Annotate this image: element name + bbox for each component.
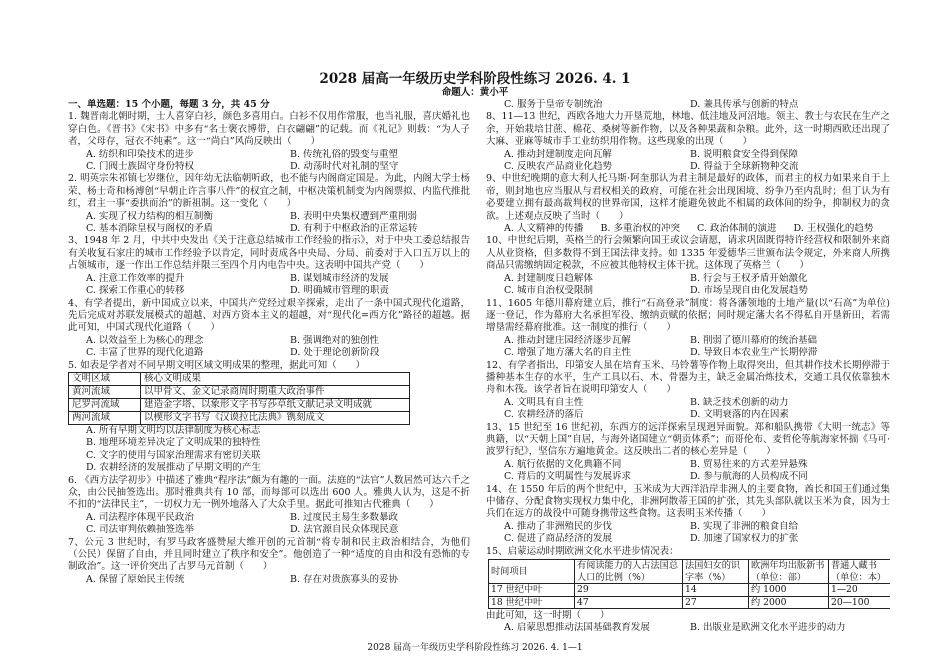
option-c: C. 服务于皇帝专制统治 [504, 99, 603, 110]
option-d: D. 有利于中枢政治的正常运转 [290, 223, 418, 235]
question-7 [68, 537, 470, 587]
culture-progress-table [488, 559, 890, 609]
option-a: A. 封建制度日趋解体 [504, 272, 593, 284]
question-14 [486, 484, 890, 546]
option-b: B. 过度民主易生多数暴政 [290, 511, 399, 523]
option-d: D. 文明衰落的内在因素 [690, 409, 789, 421]
option-c: C. 增强了地方藩大名的自主性 [504, 347, 631, 359]
options [68, 211, 470, 236]
question-stem: 1. 魏晋南北朝时期，士人喜穿白衫，颜色多喜用白。白衫不仅用作常服，也当礼服，喜庆婚礼也穿白色。《晋书》《宋书》中多有“名士褒衣博带，白衣翩翩”的记载。而《礼记》则载：“为人子者，父母存，冠衣不纯素”。这一“尚白”风尚反映出（ ） [68, 111, 470, 148]
question-5 [68, 360, 470, 475]
option-d: D. 农耕经济的发展推动了早期文明的产生 [86, 462, 261, 474]
question-stem: 10、中世纪后期，英格兰的行会频繁向国王或议会请愿，请求巩固既得特许经营权和限制外来商人从业资格，但多数得不到王国法律支持。如 1335 年爱德华三世颁布法令规定，外来商人所携商品只需缴纳固定税款，不应被其他特权主体干扰。这体现了英格兰（ ） [486, 235, 890, 272]
table-cell: 建造金字塔、以象形文字书写莎草纸文献记录文明成就 [141, 398, 410, 411]
question-7-options-continued [486, 99, 890, 111]
option-c: C. 基本消除皇权与阁权的矛盾 [86, 223, 213, 235]
question-follow-up: 由此可知，这一时期（ ） [486, 610, 610, 622]
table-header-cell: 文明区域 [69, 372, 141, 385]
option-c: C. 政治体制的演进 [697, 223, 777, 235]
options [68, 512, 470, 537]
option-b: B. 表明中央集权遭到严重削弱 [290, 210, 418, 222]
question-stem: 8、11—13 世纪，西欧各地大力开垦荒地，林地、低洼地及河沼地。领主、教士与农民在生产之余，开始栽培甘蔗、棉花、桑树等新作物，以及各种果蔬和杂粮。此外，这一时期西欧还出现了大麻、亚麻等城市手工业纺织用作物。这些现象的出现（ ） [486, 111, 890, 148]
options [486, 335, 890, 360]
option-c: C. 促进了商品经济的发展 [504, 533, 612, 545]
option-a: A. 文明具有自主性 [504, 396, 584, 408]
option-a: A. 推动封建制度走向瓦解 [504, 148, 612, 160]
option-b: B. 削弱了德川幕府的统治基础 [690, 334, 818, 346]
option-a: A. 保留了原始民主传统 [86, 573, 185, 585]
option-c: C. 司法审判依赖抽签选举 [86, 524, 194, 536]
options [486, 521, 890, 546]
option-d: D. 法官源自民众体现民意 [290, 524, 399, 536]
option-d: D. 明确城市管理的职责 [290, 285, 389, 297]
table-cell: 尼罗河流域 [69, 398, 141, 411]
options [68, 273, 470, 298]
table-cell: 约 1000 [749, 584, 829, 597]
option-a: A. 实现了权力结构的相互制衡 [86, 210, 213, 222]
options [68, 425, 470, 475]
options [68, 574, 470, 586]
table-header-cell: 有阅读能力的人占法国总人口的比例（%） [575, 560, 683, 584]
table-row [69, 411, 410, 424]
options [486, 622, 890, 634]
option-c: C. 文字的使用与国家治理需求有密切关联 [86, 449, 261, 461]
table-header-cell: 欧洲年均出版新书（单位：部） [749, 560, 829, 584]
question-stem: 12、有学者指出，印第安人虽在培育玉米、马铃薯等作物上取得突出，但其耕作技术长期停滞于播种基本生存的水平，生产工具以石、木、骨器为主，缺乏金属冶炼技术，交通工具仅依靠独木舟和木筏。该学者旨在说明印第安人（ ） [486, 359, 890, 396]
option-d: D. 市场呈现自由化发展趋势 [690, 285, 808, 297]
table-cell: 黄河流域 [69, 385, 141, 398]
options [486, 459, 890, 484]
option-c: C. 探索工作重心的转移 [86, 285, 185, 297]
question-4 [68, 298, 470, 360]
question-10 [486, 235, 890, 297]
page-footer: 2028 届高一年级历史学科阶段性练习 2026. 4. 1—1 [367, 643, 583, 653]
question-15 [486, 546, 890, 635]
option-d: D. 加速了国家权力的扩张 [690, 533, 799, 545]
option-c: C. 农耕经济的落后 [504, 409, 584, 421]
table-row [489, 584, 891, 597]
table-cell: 1—20 [829, 584, 891, 597]
option-c: C. 丰富了世界的现代化道路 [86, 347, 204, 359]
options [68, 335, 470, 360]
option-a: A. 人文精神的传播 [504, 223, 584, 235]
question-stem: 9、中世纪晚期的意大利人托马斯·阿奎那认为君主制是最好的政体，而君主的权力如果来自于上帝，则封地也应当服从与君权相关的政府，可能在社会出现困境、纷争乃至内乱时；但丁认为有必要建立拥有最高裁判权的世界帝国，这样才能避免彼此不相属的政体间的纷争，抑制权力的贪欲。上述观点反映了当时（ ） [486, 173, 890, 222]
table-row [69, 385, 410, 398]
table-cell: 17 世纪中叶 [489, 584, 575, 597]
table-header-cell: 核心文明成果 [141, 372, 410, 385]
question-stem: 7、公元 3 世纪时，有罗马政客盛赞屋大维开创的元首制“将专制和民主政治相结合，为他们（公民）保留了自由，并且同时建立了秩序和安全”。他创造了一种“适度的自由和没有恐怖的专制政治”。这一评价突出了古罗马元首制（ ） [68, 536, 470, 573]
options [486, 273, 890, 298]
page-title: 2028 届高一年级历史学科阶段性练习 2026. 4. 1 [319, 71, 631, 87]
question-stem: 11、1605 年德川幕府建立后，推行“石高登录”制度：将各藩领地的土地产量(以“石高”为单位)逐一登记，作为幕府大名承担军役、缴纳贡赋的依据；同时规定藩大名不得私自开垦新田，若需增垦需经幕府批准。这一制度的推行（ ） [486, 297, 890, 334]
question-stem: 2. 明英宗朱祁镇七岁继位，因年幼无法临朝听政，也不能与内阁商定国是。为此，内阁大学士杨荣、杨士奇和杨溥创“早朝止许言事八件”的权宜之制，中枢决策机制变为内阁票拟、内监代推批红，君主一事“委拱而治”的新祖制。这一变化（ ） [68, 173, 470, 210]
civilization-table [68, 372, 410, 425]
question-6 [68, 475, 470, 537]
right-column [486, 99, 890, 639]
option-b: B. 实现了非洲的粮食自给 [690, 520, 799, 532]
option-c: C. 城市自治权受限制 [504, 285, 593, 297]
option-d: D. 兼具传承与创新的特点 [690, 99, 799, 110]
table-cell: 两河流域 [69, 411, 141, 424]
table-cell: 以楔形文字书写《汉谟拉比法典》镌刻成文 [141, 411, 410, 424]
option-d: D. 处于理论创新阶段 [290, 347, 380, 359]
table-cell: 18 世纪中叶 [489, 596, 575, 609]
option-d: D. 动荡时代对礼制的坚守 [290, 161, 399, 173]
options [486, 149, 890, 174]
question-stem: 3、1948 年 2 月，中共中央发出《关于注意总结城市工作经验的指示》，对于中央工委总结报告有关收复石家庄的城市工作经验予以肯定，同时责成各中央局、分局、前委对于入口五万以上的占领城市，逐一作出工作总结并限三至四个月内电告中央。这表明中国共产党（ ） [68, 235, 470, 272]
question-stem: 13、15 世纪至 16 世纪初，东西方的远洋探索呈现迥异面貌。郑和船队携带《大明一统志》等典籍，以“天朝上国”自居，与海外诸国建立“朝贡体系”；而哥伦布、麦哲伦等航海家怀揣《马可·波罗行纪》，坚信东方遍地黄金。这反映出二者的核心差异是（ ） [486, 421, 890, 458]
option-a: A. 以效益至上为核心的理念 [86, 334, 204, 346]
options [486, 223, 890, 235]
options [486, 397, 890, 422]
question-8 [486, 111, 890, 173]
section-heading: 一、单选题：15 个小题，每题 3 分，共 45 分 [68, 99, 270, 110]
table-header-cell: 普通人藏书（单位：本） [829, 560, 891, 584]
option-a: A. 注意工作效率的提升 [86, 272, 185, 284]
option-b: B. 缺乏技术创新的动力 [690, 396, 789, 408]
option-b: B. 贸易往来的方式差异悬殊 [690, 458, 808, 470]
question-1 [68, 111, 470, 173]
option-a: A. 启蒙思想推动法国基础教育发展 [504, 622, 650, 634]
options [68, 149, 470, 174]
option-a: A. 纺织和印染技术的进步 [86, 148, 194, 160]
question-3 [68, 235, 470, 297]
option-d: D. 导致日本农业生产长期停滞 [690, 347, 818, 359]
option-b: B. 存在对贵族寡头的妥协 [290, 573, 399, 585]
table-cell: 约 2000 [749, 596, 829, 609]
table-cell: 20—100 [829, 596, 891, 609]
table-header-cell: 法国妇女的识字率（%） [683, 560, 749, 584]
question-stem: 5. 如表是学者对不同早期文明区域文明成果的整理，据此可知（ ） [68, 359, 366, 371]
option-c: C. 门阀士族固守身份特权 [86, 161, 194, 173]
question-stem: 4、有学者提出，新中国成立以来，中国共产党经过艰辛探索，走出了一条中国式现代化道路，先后完成对苏联发展模式的超越、对西方资本主义的超越，对“现代化=西方化”路径的超越。据此可知，中国式现代化道路（ ） [68, 297, 470, 334]
option-d: D. 得益于全球新物种交流 [690, 161, 799, 173]
author-line: 命题人：黄小平 [441, 87, 509, 98]
question-9 [486, 173, 890, 235]
table-row [69, 398, 410, 411]
option-b: B. 谋划城市经济的发展 [290, 272, 389, 284]
question-12 [486, 360, 890, 422]
table-cell: 以甲骨文、金文记录商周时期重大政治事件 [141, 385, 410, 398]
table-header-row [489, 560, 891, 584]
question-11 [486, 298, 890, 360]
option-b: B. 出版业是欧洲文化水平进步的动力 [690, 622, 846, 634]
option-d: D. 王权强化的趋势 [793, 223, 874, 235]
option-b: B. 传统礼俗的毁变与重塑 [290, 148, 399, 160]
option-c: C. 背后的文明属性与发展诉求 [504, 471, 631, 483]
left-column [68, 99, 470, 639]
option-b: B. 行会与王权矛盾开始激化 [690, 272, 808, 284]
option-d: D. 参与航海的人员构成不同 [690, 471, 808, 483]
option-c: C. 反映农产品商业化趋势 [504, 161, 612, 173]
question-13 [486, 422, 890, 484]
option-a: A. 推动了非洲殖民的步伐 [504, 520, 612, 532]
table-cell: 29 [575, 584, 683, 597]
table-row [489, 596, 891, 609]
option-a: A. 司法程序体现平民政治 [86, 511, 194, 523]
option-b: B. 说明粮食安全得到保障 [690, 148, 799, 160]
option-a: A. 推动封建庄园经济逐步瓦解 [504, 334, 631, 346]
table-cell: 47 [575, 596, 683, 609]
question-stem: 14、在 1550 年后的两个世纪中，玉米成为大西洋沿岸非洲人的主要食物，酋长和国王们通过集中储存、分配食物实现权力集中化，非洲阿散蒂王国的扩张，其先头部队就以玉米为食，因为士兵们在远方的战役中可随身携带这些食物。这表明玉米传播（ ） [486, 483, 890, 520]
option-b: B. 地理环境差异决定了文明成果的独特性 [86, 437, 261, 449]
table-header-cell: 时间项目 [489, 560, 575, 584]
question-stem: 6. 《西方法学初步》中描述了雅典“程序法”颇为有趣的一面。法庭的“法官”人数居然可达六千之众，由公民抽签选出。那时雅典共有 10 部，而每部可以选出 600 人。雅典人认为，这是不折不扣的“法律民主”，一切权力无一例外地落入了大众手里。据此可推知古代雅典（ ） [68, 474, 470, 511]
table-cell: 14 [683, 584, 749, 597]
option-b: B. 多重治权的冲突 [600, 223, 681, 235]
question-stem: 15、启蒙运动时期欧洲文化水平进步情况表： [486, 545, 679, 557]
table-cell: 27 [683, 596, 749, 609]
option-b: B. 强调绝对的独创性 [290, 334, 380, 346]
option-a: A. 航行依据的文化典籍不同 [504, 458, 622, 470]
table-header-row [69, 372, 410, 385]
question-2 [68, 173, 470, 235]
option-a: A. 所有早期文明均以法律制度为核心标志 [86, 424, 261, 436]
